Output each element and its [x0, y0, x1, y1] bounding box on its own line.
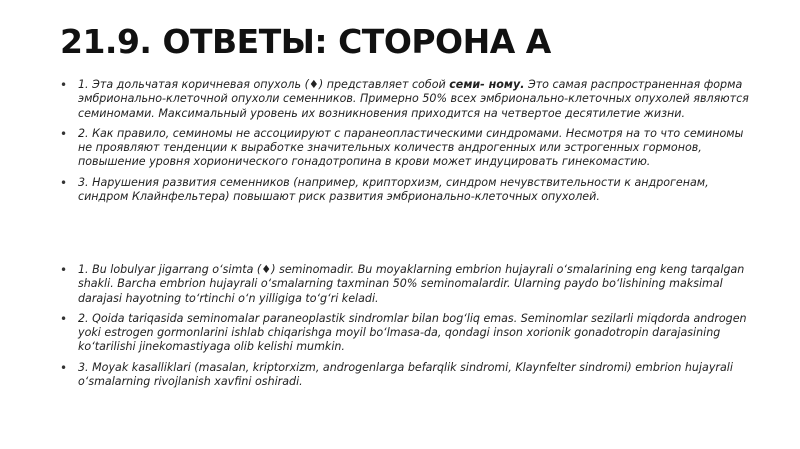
list-item — [60, 361, 750, 390]
item-text: 2. Qoida tariqasida seminomalar paraneoplastik sindromlar bilan bog‘liq emas. Seminomlar sezilarli miqdorda androgen yoki estrogen gormonlarini ishlab chiqarishga moyil bo‘lmasa-da, qondagi inson xorionik gonadotropin darajasining ko‘tarilishi jinekomastiyaga olib kelishi mumkin. — [78, 311, 747, 354]
item-text: 1. Bu lobulyar jigarrang o‘simta (♦) seminomadir. Bu moyaklarning embrion hujayrali o‘smalarining eng keng tarqalgan shakli. Barcha embrion hujayrali o‘smalarning taxminan 50% seminomalardir. Ularning paydo bo‘lishining maksimal darajasi hayotning to‘rtinchi o‘n yilligiga to‘g‘ri keladi. — [78, 263, 745, 305]
item-text: 2. Как правило, семиномы не ассоциируют с паранеопластическими синдромами. Несмотря на то что семиномы не проявляют тенденции к выработке значительных количеств андрогенных или эстрогенных гормонов, повышение уровня хорионического гонадотропина в крови может индуцировать гинекомастию. — [78, 126, 744, 169]
list-item — [60, 312, 750, 355]
item-emphasis: семи- ному. — [449, 78, 525, 91]
list-item — [60, 127, 750, 170]
item-text: 1. Эта дольчатая коричневая опухоль (♦) представляет собой — [78, 78, 450, 91]
bullet-icon: • — [60, 175, 68, 190]
answers-list-uzbek — [60, 263, 750, 395]
bullet-icon: • — [60, 263, 68, 277]
bullet-icon: • — [60, 126, 68, 141]
bullet-icon: • — [60, 360, 68, 375]
list-item — [60, 78, 750, 121]
bullet-icon: • — [60, 311, 68, 326]
answers-list-russian — [60, 78, 750, 210]
slide-title: 21.9. ОТВЕТЫ: СТОРОНА А — [60, 22, 551, 61]
item-text: 3. Moyak kasalliklari (masalan, kriptorxizm, androgenlarga befarqlik sindromi, Klaynfelter sindromi) embrion hujayrali o‘smalarning rivojlanish xavfini oshiradi. — [78, 360, 733, 389]
item-text-continued: Это самая распространенная форма эмбрионально-клеточной опухоли семенников. Примерно 50% всех эмбрионально-клеточных опухолей являются семиномами. Максимальный уровень их возникновения приходится на четвертое десятилетие жизни. — [78, 78, 749, 120]
list-item — [60, 263, 750, 306]
list-item — [60, 176, 750, 205]
bullet-icon: • — [60, 78, 68, 92]
item-text: 3. Нарушения развития семенников (например, крипторхизм, синдром нечувствительности к андрогенам, синдром Клайнфельтера) повышают риск развития эмбрионально-клеточных опухолей. — [78, 175, 709, 204]
